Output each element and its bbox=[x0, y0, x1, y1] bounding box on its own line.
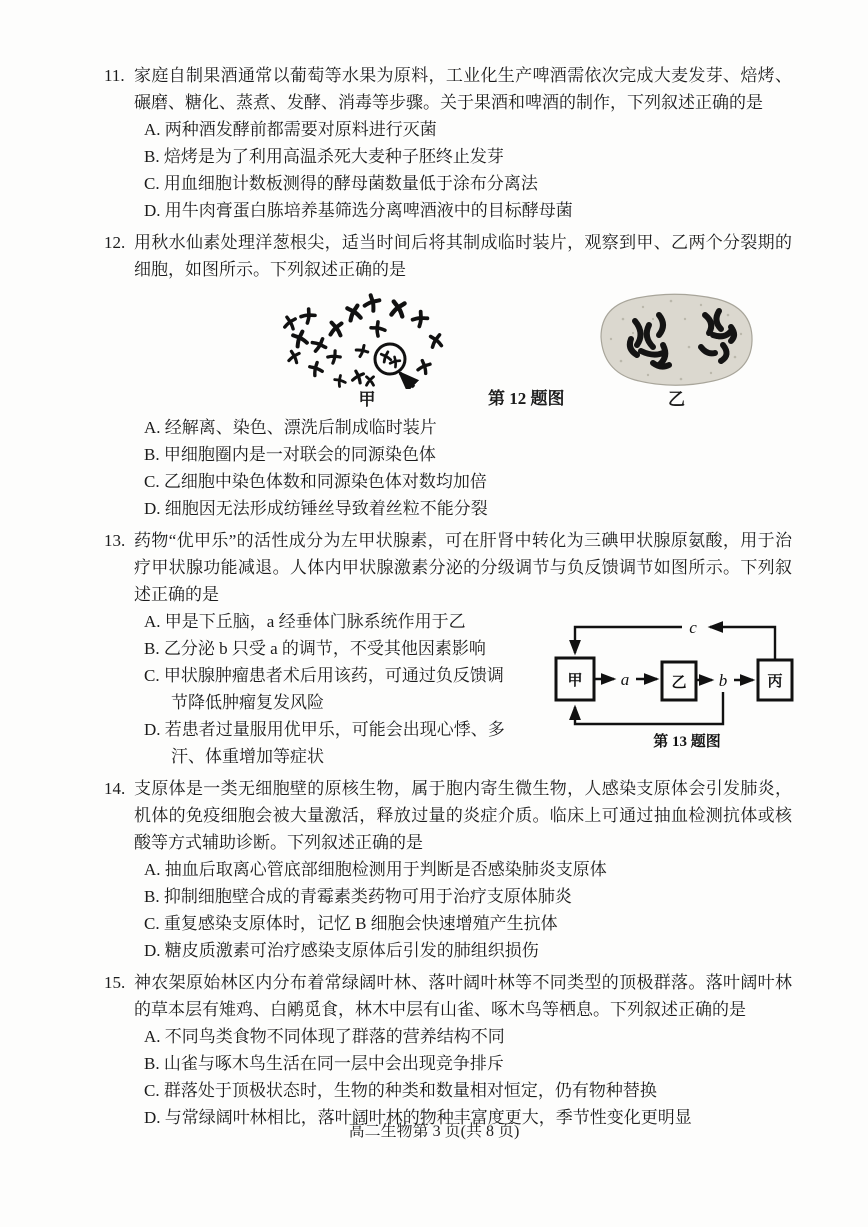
question-12-stem-text: 用秋水仙素处理洋葱根尖，适当时间后将其制成临时装片，观察到甲、乙两个分裂期的细胞，如图所示。下列叙述正确的是 bbox=[134, 233, 792, 279]
question-14-number: 14. bbox=[104, 779, 126, 798]
question-11-option-d: D. 用牛肉膏蛋白胨培养基筛选分离啤酒液中的目标酵母菌 bbox=[144, 201, 573, 220]
page-footer: 高二生物第 3 页(共 8 页) bbox=[348, 1123, 520, 1140]
question-14 bbox=[104, 775, 792, 964]
question-12-option-b: B. 甲细胞圈内是一对联会的同源染色体 bbox=[144, 445, 436, 464]
question-15-stem bbox=[104, 969, 792, 1023]
question-12-option-d: D. 细胞因无法形成纺锤丝导致着丝粒不能分裂 bbox=[144, 499, 488, 518]
question-13-stem bbox=[104, 527, 792, 608]
cell-jia-label: 甲 bbox=[358, 390, 376, 409]
question-13-option-c: C. 甲状腺肿瘤患者术后用该药，可通过负反馈调节降低肿瘤复发风险 bbox=[144, 666, 504, 712]
box-jia-label: 甲 bbox=[567, 673, 583, 689]
question-13-option-b: B. 乙分泌 b 只受 a 的调节，不受其他因素影响 bbox=[144, 639, 486, 658]
question-11-number: 11. bbox=[104, 66, 125, 85]
question-14-option-d: D. 糖皮质激素可治疗感染支原体后引发的肺组织损伤 bbox=[144, 941, 539, 960]
question-15-option-a: A. 不同鸟类食物不同体现了群落的营养结构不同 bbox=[144, 1027, 505, 1046]
feedback-line-b-to-jia bbox=[575, 692, 723, 724]
question-14-stem bbox=[104, 775, 792, 856]
question-13-option-d: D. 若患者过量服用优甲乐，可能会出现心悸、多汗、体重增加等症状 bbox=[144, 720, 505, 766]
question-11 bbox=[104, 62, 792, 224]
question-15-options bbox=[104, 1023, 792, 1131]
question-13-stem-text: 药物“优甲乐”的活性成分为左甲状腺素，可在肝肾中转化为三碘甲状腺原氨酸，用于治疗甲状腺功能减退。人体内甲状腺激素分泌的分级调节与负反馈调节如图所示。下列叙述正确的是 bbox=[134, 531, 792, 604]
question-13 bbox=[104, 527, 792, 770]
figure-12-cell-yi bbox=[593, 289, 761, 410]
cell-yi-label: 乙 bbox=[668, 390, 685, 409]
question-15-option-b: B. 山雀与啄木鸟生活在同一层中会出现竞争排斥 bbox=[144, 1054, 504, 1073]
hormone-c-label: c bbox=[689, 618, 697, 637]
question-14-stem-text: 支原体是一类无细胞壁的原核生物，属于胞内寄生微生物，人感染支原体会引发肺炎，机体的免疫细胞会被大量激活，释放过量的炎症介质。临床上可通过抽血检测抗体或核酸等方式辅助诊断。下列叙述正确的是 bbox=[134, 779, 792, 852]
question-11-stem-text: 家庭自制果酒通常以葡萄等水果为原料，工业化生产啤酒需依次完成大麦发芽、焙烤、碾磨、糖化、蒸煮、发酵、消毒等步骤。关于果酒和啤酒的制作，下列叙述正确的是 bbox=[134, 66, 792, 112]
box-yi-label: 乙 bbox=[671, 675, 687, 691]
box-bing-label: 丙 bbox=[767, 674, 783, 690]
question-13-body bbox=[104, 608, 792, 770]
scattered-chromosomes bbox=[285, 295, 442, 386]
feedback-line-bing-to-c bbox=[710, 627, 775, 660]
question-13-options bbox=[104, 608, 510, 770]
question-11-option-a: A. 两种酒发酵前都需要对原料进行灭菌 bbox=[144, 120, 437, 139]
question-15-stem-text: 神农架原始林区内分布着常绿阔叶林、落叶阔叶林等不同类型的顶极群落。落叶阔叶林的草本层有雉鸡、白鹇觅食，林木中层有山雀、啄木鸟等栖息。下列叙述正确的是 bbox=[134, 973, 792, 1019]
cell-jia-micrograph-image bbox=[274, 289, 460, 389]
cell-yi-micrograph-image bbox=[593, 289, 761, 389]
hormone-a-label: a bbox=[620, 670, 630, 689]
question-12-stem bbox=[104, 229, 792, 283]
question-14-option-c: C. 重复感染支原体时，记忆 B 细胞会快速增殖产生抗体 bbox=[144, 914, 558, 933]
feedback-line-c-to-jia bbox=[575, 627, 682, 653]
highlight-circle bbox=[375, 344, 405, 374]
pointer-arrow bbox=[400, 373, 414, 387]
question-11-option-c: C. 用血细胞计数板测得的酵母菌数量低于涂布分离法 bbox=[144, 174, 538, 193]
hormone-b-label: b bbox=[718, 671, 728, 690]
figure-13-caption: 第 13 题图 bbox=[653, 734, 721, 750]
question-15-number: 15. bbox=[104, 973, 126, 992]
figure-13 bbox=[544, 612, 830, 750]
question-12-option-a: A. 经解离、染色、漂洗后制成临时装片 bbox=[144, 418, 437, 437]
question-12-option-c: C. 乙细胞中染色体数和同源染色体对数均加倍 bbox=[144, 472, 487, 491]
question-12-options bbox=[104, 414, 792, 522]
question-14-options bbox=[104, 856, 792, 964]
feedback-regulation-diagram bbox=[544, 612, 830, 750]
figure-12-caption: 第 12 题图 bbox=[488, 389, 565, 408]
figure-12 bbox=[274, 289, 792, 410]
question-13-option-a: A. 甲是下丘脑，a 经垂体门脉系统作用于乙 bbox=[144, 612, 466, 631]
question-11-options bbox=[104, 116, 792, 224]
question-14-option-b: B. 抑制细胞壁合成的青霉素类药物可用于治疗支原体肺炎 bbox=[144, 887, 572, 906]
question-15 bbox=[104, 969, 792, 1131]
question-11-option-b: B. 焙烤是为了利用高温杀死大麦种子胚终止发芽 bbox=[144, 147, 504, 166]
question-12 bbox=[104, 229, 792, 522]
question-11-stem bbox=[104, 62, 792, 116]
question-15-option-d: D. 与常绿阔叶林相比，落叶阔叶林的物种丰富度更大，季节性变化更明显 bbox=[144, 1108, 692, 1127]
question-14-option-a: A. 抽血后取离心管底部细胞检测用于判断是否感染肺炎支原体 bbox=[144, 860, 607, 879]
figure-12-cell-jia bbox=[274, 289, 460, 410]
question-12-number: 12. bbox=[104, 233, 126, 252]
question-15-option-c: C. 群落处于顶极状态时，生物的种类和数量相对恒定，仍有物种替换 bbox=[144, 1081, 657, 1100]
question-13-number: 13. bbox=[104, 531, 126, 550]
